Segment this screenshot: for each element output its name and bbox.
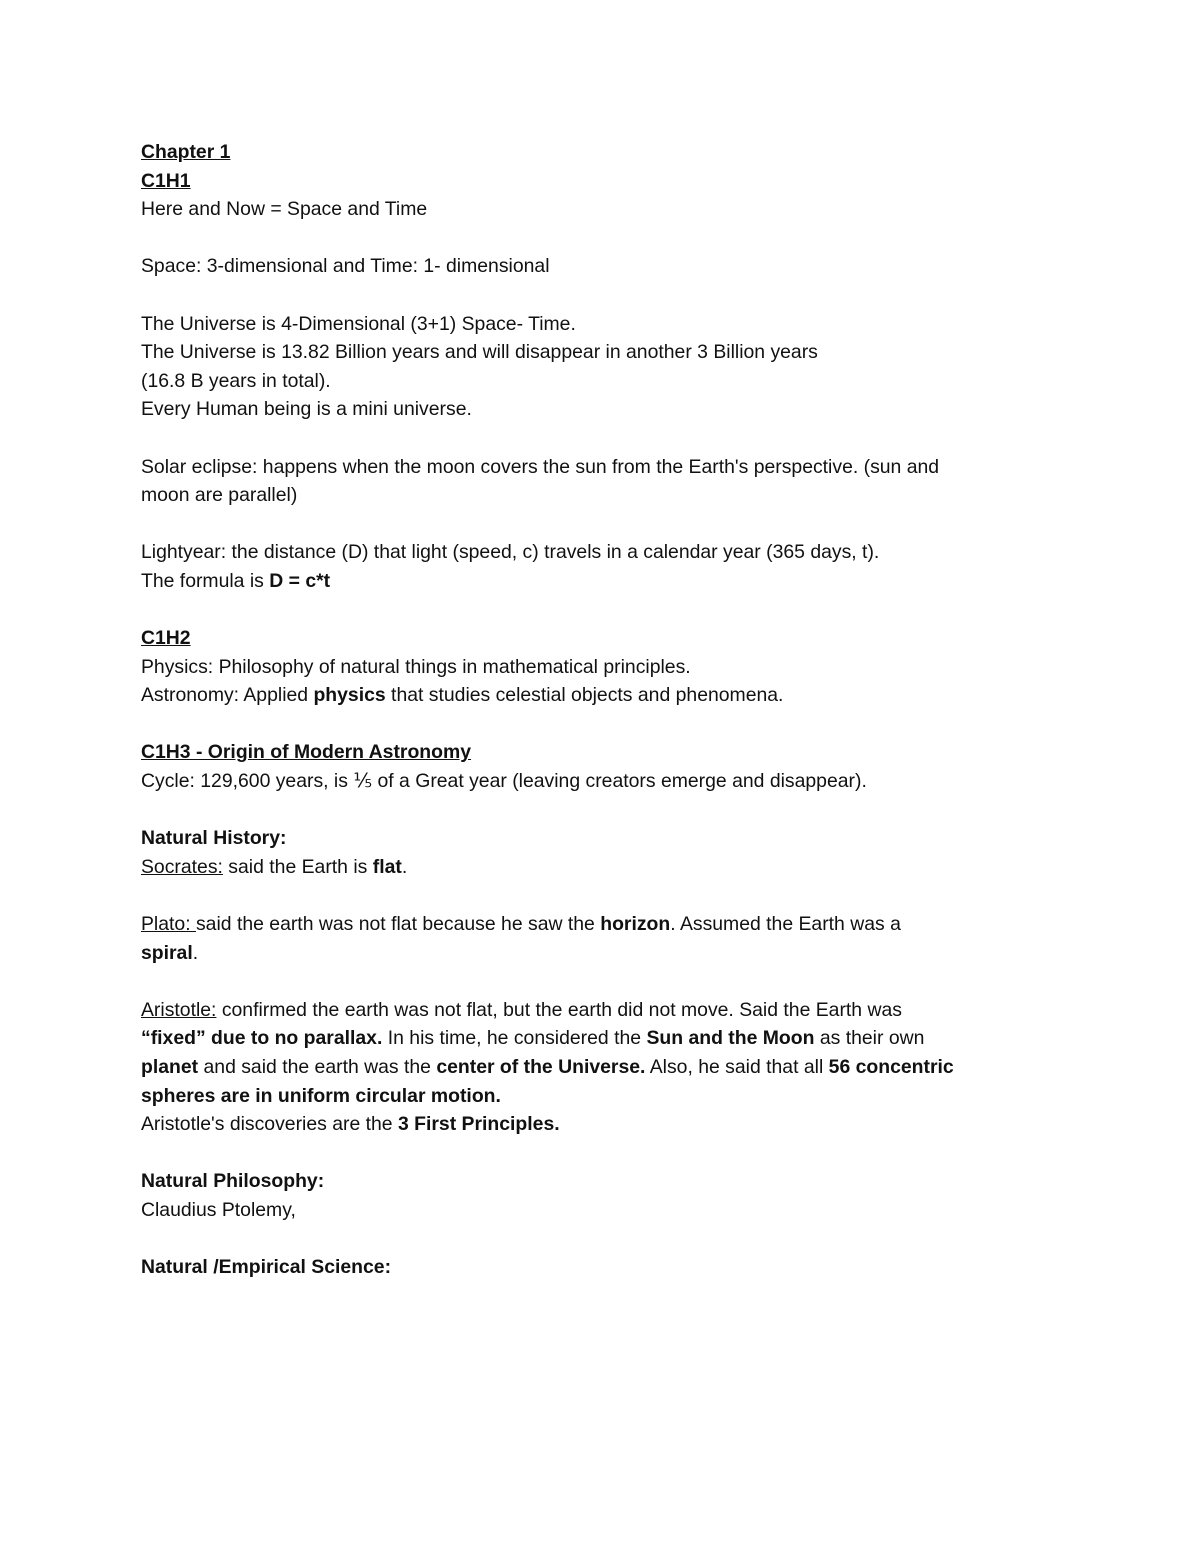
blank-line bbox=[141, 596, 1061, 625]
chapter-title: Chapter 1 bbox=[141, 141, 231, 163]
astronomy-suffix: that studies celestial objects and phenomena. bbox=[385, 684, 784, 707]
aristotle-concentric: 56 concentric bbox=[828, 1056, 954, 1078]
space-time-line: Space: 3-dimensional and Time: 1- dimensional bbox=[141, 255, 550, 278]
plato-line-2 bbox=[141, 939, 1061, 968]
here-now-line: Here and Now = Space and Time bbox=[141, 198, 428, 221]
socrates-line bbox=[141, 853, 1061, 882]
aristotle-center: center of the Universe. bbox=[436, 1056, 646, 1078]
formula-prefix: The formula is bbox=[141, 569, 270, 592]
section-heading-c1h1: C1H1 bbox=[141, 169, 191, 192]
aristotle-line-4: spheres are in uniform circular motion. bbox=[141, 1084, 501, 1107]
natural-history-heading: Natural History: bbox=[141, 827, 287, 850]
aristotle-name: Aristotle: bbox=[141, 998, 217, 1021]
astronomy-prefix: Astronomy: Applied bbox=[141, 684, 314, 707]
solar-eclipse-line-1: Solar eclipse: happens when the moon covers the sun from the Earth's perspective. (sun and bbox=[141, 455, 940, 478]
ptolemy-line: Claudius Ptolemy, bbox=[141, 1198, 296, 1221]
blank-line bbox=[141, 881, 1061, 910]
socrates-bold: flat bbox=[372, 855, 402, 878]
plato-horizon: horizon bbox=[600, 913, 671, 936]
blank-line bbox=[141, 1139, 1061, 1168]
universe-total-line: (16.8 B years in total). bbox=[141, 369, 331, 392]
aristotle-planet: planet bbox=[141, 1056, 199, 1078]
aristotle-text-2b: as their own bbox=[814, 1027, 925, 1050]
blank-line bbox=[141, 796, 1061, 825]
universe-dimension-line: The Universe is 4-Dimensional (3+1) Space- Time. bbox=[141, 312, 576, 335]
blank-line bbox=[141, 967, 1061, 996]
aristotle-line-3 bbox=[141, 1053, 1061, 1082]
aristotle-text-3: and said the earth was the bbox=[198, 1056, 437, 1078]
aristotle-fixed: “fixed” due to no parallax. bbox=[141, 1027, 383, 1050]
blank-line bbox=[141, 224, 1061, 253]
socrates-end: . bbox=[401, 855, 408, 878]
aristotle-discoveries-line bbox=[141, 1110, 1061, 1139]
blank-line bbox=[141, 710, 1061, 739]
aristotle-text-2: In his time, he considered the bbox=[382, 1027, 647, 1050]
blank-line bbox=[141, 510, 1061, 539]
aristotle-first-principles: 3 First Principles. bbox=[397, 1113, 560, 1136]
formula: D = c*t bbox=[269, 569, 331, 592]
plato-end: . bbox=[192, 941, 199, 964]
aristotle-line-2 bbox=[141, 1024, 1061, 1053]
document-page bbox=[141, 138, 1061, 1282]
aristotle-disc-text: Aristotle's discoveries are the bbox=[141, 1113, 398, 1136]
plato-line-1 bbox=[141, 910, 1061, 939]
physics-line: Physics: Philosophy of natural things in mathematical principles. bbox=[141, 655, 691, 678]
formula-line bbox=[141, 567, 1061, 596]
aristotle-line-1 bbox=[141, 996, 1061, 1025]
plato-text: said the earth was not flat because he saw the bbox=[195, 913, 601, 936]
blank-line bbox=[141, 424, 1061, 453]
aristotle-text-3b: Also, he said that all bbox=[645, 1056, 829, 1078]
universe-age-line: The Universe is 13.82 Billion years and will disappear in another 3 Billion years bbox=[141, 341, 818, 364]
cycle-line: Cycle: 129,600 years, is ⅕ of a Great year (leaving creators emerge and disappear). bbox=[141, 770, 867, 793]
aristotle-text-1: confirmed the earth was not flat, but the earth did not move. Said the Earth was bbox=[216, 998, 902, 1021]
blank-line bbox=[141, 281, 1061, 310]
astronomy-line bbox=[141, 681, 1061, 710]
empirical-science-heading: Natural /Empirical Science: bbox=[141, 1256, 392, 1279]
socrates-text: said the Earth is bbox=[222, 855, 373, 878]
human-line: Every Human being is a mini universe. bbox=[141, 398, 472, 421]
natural-philosophy-heading: Natural Philosophy: bbox=[141, 1170, 325, 1193]
section-heading-c1h2: C1H2 bbox=[141, 627, 191, 650]
blank-line bbox=[141, 1225, 1061, 1254]
plato-spiral: spiral bbox=[141, 941, 193, 964]
section-heading-c1h3: C1H3 - Origin of Modern Astronomy bbox=[141, 741, 472, 764]
aristotle-sun-moon: Sun and the Moon bbox=[646, 1027, 815, 1050]
lightyear-line: Lightyear: the distance (D) that light (speed, c) travels in a calendar year (365 days, t). bbox=[141, 541, 880, 564]
plato-text-2: . Assumed the Earth was a bbox=[670, 913, 901, 936]
astronomy-bold: physics bbox=[313, 684, 386, 707]
plato-name: Plato: bbox=[141, 913, 196, 936]
solar-eclipse-line-2: moon are parallel) bbox=[141, 484, 298, 507]
socrates-name: Socrates: bbox=[141, 855, 223, 878]
